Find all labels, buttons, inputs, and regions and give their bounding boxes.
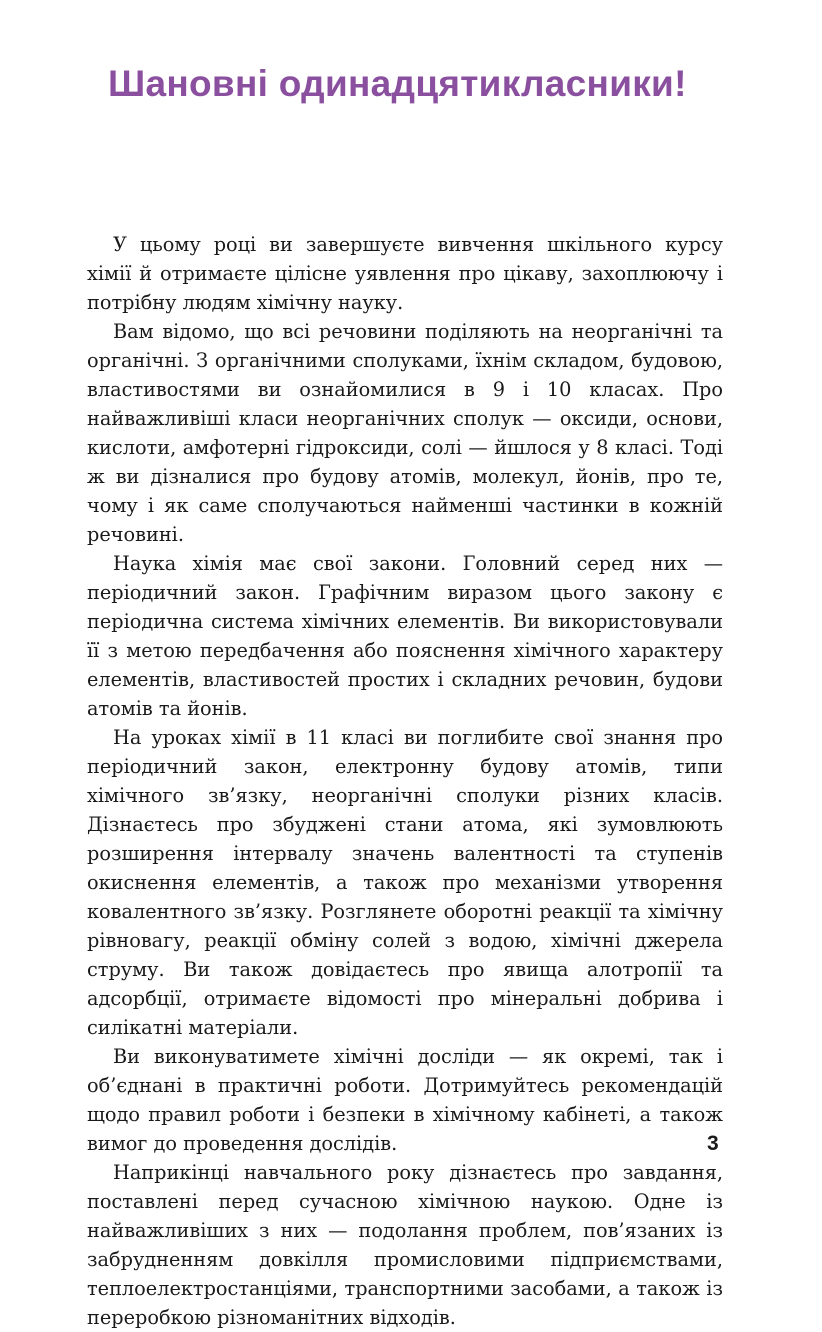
paragraph-6: Наприкінці навчального року дізнаєтесь про завдання, поставлені перед сучасною хімічною наукою. Одне із найважливіших з них — подолання проблем, пов’язаних із забрудненням довкілля промисловими підприємствами, теплоелектростанціями, транспортними засобами, а також із переробкою різноманітних відходів. [87,1161,723,1329]
paragraph-4: На уроках хімії в 11 класі ви поглибите свої знання про періодичний закон, електронну будову атомів, типи хімічного зв’язку, неорганічні сполуки різних класів. Дізнаєтесь про збуджені стани атома, які зумовлюють розширення інтервалу значень валентності та ступенів окиснення елементів, а також про механізми утворення ковалентного зв’язку. Розглянете оборотні реакції та хімічну рівновагу, реакції обміну солей з водою, хімічні джерела струму. Ви також довідаєтесь про явища алотропії та адсорбції, отримаєте відомості про мінеральні добрива і силікатні матеріали. [87,726,723,1039]
paragraph-2: Вам відомо, що всі речовини поділяють на неорганічні та органічні. З органічними сполуками, їхнім складом, будовою, властивостями ви ознайомилися в 9 і 10 класах. Про найважливіші класи неорганічних сполук — оксиди, основи, кислоти, амфотерні гідроксиди, солі — йшлося у 8 класі. Тоді ж ви дізналися про будову атомів, молекул, йонів, про те, чому і як саме сполучаються найменші частинки в кожній речовині. [87,320,723,546]
paragraph-3: Наука хімія має свої закони. Головний серед них — періодичний закон. Графічним виразом цього закону є періодична система хімічних елементів. Ви використовували її з метою передбачення або пояснення хімічного характеру елементів, властивостей простих і складних речовин, будови атомів та йонів. [87,552,723,720]
paragraph-1: У цьому році ви завершуєте вивчення шкільного курсу хімії й отримаєте цілісне уявлення про цікаву, захоплюючу і потрібну людям хімічну науку. [87,233,723,314]
intro-text [87,230,723,1332]
page-number: 3 [707,1132,719,1155]
paragraph-5: Ви виконуватимете хімічні досліди — як окремі, так і об’єднані в практичні роботи. Дотримуйтесь рекомендацій щодо правил роботи і безпеки в хімічному кабінеті, а також вимог до проведення дослідів. [87,1045,723,1155]
page-title: Шановні одинадцятикласники! [108,63,687,104]
